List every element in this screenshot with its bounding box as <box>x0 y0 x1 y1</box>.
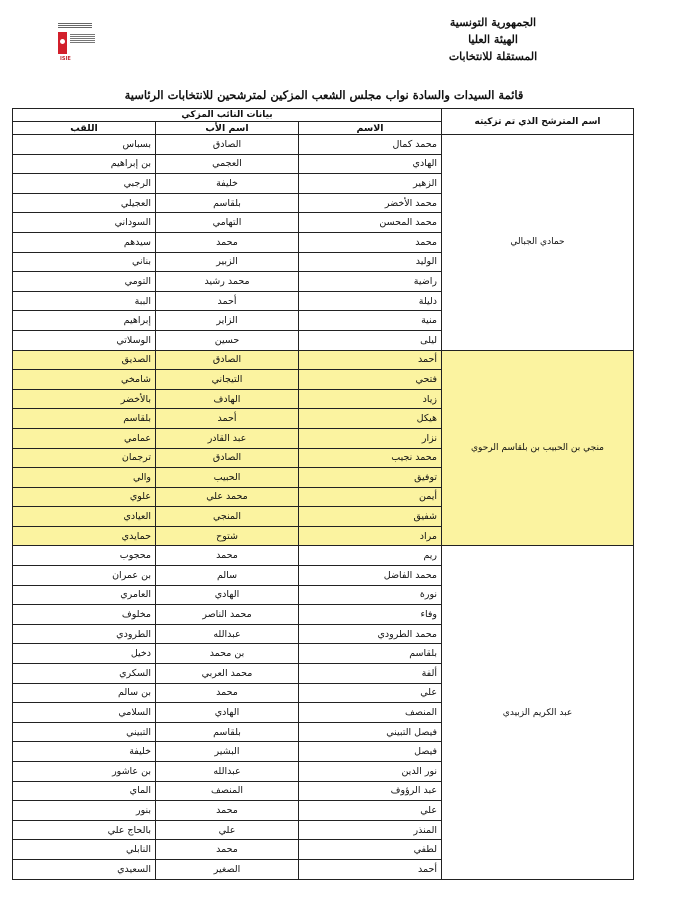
deputy-father-name: الصغير <box>156 859 299 879</box>
deputy-father-name: سالم <box>156 566 299 586</box>
deputy-last-name: السكري <box>13 664 156 684</box>
deputy-name: محمد الطرودي <box>299 624 442 644</box>
header-line-3: المستقلة للانتخابات <box>448 50 538 63</box>
deputy-last-name: ترجمان <box>13 448 156 468</box>
deputy-name: فيصل التبيني <box>299 722 442 742</box>
table-row <box>13 350 634 370</box>
deputy-name: محمد المحسن <box>299 213 442 233</box>
deputy-last-name: السعيدي <box>13 859 156 879</box>
deputy-name: نور الدين <box>299 762 442 782</box>
deputy-name: الزهير <box>299 174 442 194</box>
col-header-group: بيانات النائب المزكي <box>13 109 442 122</box>
deputy-name: زياد <box>299 389 442 409</box>
deputy-name: علي <box>299 683 442 703</box>
deputy-father-name: محمد <box>156 683 299 703</box>
deputy-last-name: بن سالم <box>13 683 156 703</box>
deputy-name: شفيق <box>299 507 442 527</box>
deputy-name: المنذر <box>299 820 442 840</box>
deputy-father-name: خليفة <box>156 174 299 194</box>
deputy-father-name: أحمد <box>156 409 299 429</box>
deputy-father-name: البشير <box>156 742 299 762</box>
deputy-name: توفيق <box>299 468 442 488</box>
deputy-last-name: العيادي <box>13 507 156 527</box>
deputy-last-name: شامخي <box>13 370 156 390</box>
deputy-last-name: النابلي <box>13 840 156 860</box>
deputy-father-name: الهادي <box>156 585 299 605</box>
isie-logo <box>56 22 96 60</box>
tunisia-flag-icon <box>58 32 67 54</box>
deputy-name: محمد الأخضر <box>299 193 442 213</box>
deputy-name: بلقاسم <box>299 644 442 664</box>
deputy-father-name: محمد <box>156 840 299 860</box>
deputy-father-name: الهادف <box>156 389 299 409</box>
document-title: قائمة السيدات والسادة نواب مجلس الشعب المزكين لمترشحين للانتخابات الرئاسية <box>124 88 524 102</box>
deputy-name: محمد كمال <box>299 135 442 155</box>
deputy-name: ألفة <box>299 664 442 684</box>
deputy-name: عبد الرؤوف <box>299 781 442 801</box>
deputy-father-name: المنصف <box>156 781 299 801</box>
deputy-father-name: عبد القادر <box>156 428 299 448</box>
deputy-name: المنصف <box>299 703 442 723</box>
deputy-last-name: الطرودي <box>13 624 156 644</box>
deputy-name: مراد <box>299 526 442 546</box>
deputy-father-name: عبدالله <box>156 624 299 644</box>
deputy-last-name: دخيل <box>13 644 156 664</box>
deputy-last-name: العامري <box>13 585 156 605</box>
deputy-name: نزار <box>299 428 442 448</box>
institution-header <box>408 14 578 65</box>
deputy-name: فتحي <box>299 370 442 390</box>
candidate-cell: حمادي الجبالي <box>442 135 634 351</box>
deputy-last-name: مخلوف <box>13 605 156 625</box>
deputy-father-name: الهادي <box>156 703 299 723</box>
deputy-father-name: المنجي <box>156 507 299 527</box>
deputy-father-name: الزاير <box>156 311 299 331</box>
deputy-last-name: الببة <box>13 291 156 311</box>
deputy-last-name: والي <box>13 468 156 488</box>
deputy-last-name: التومي <box>13 272 156 292</box>
deputy-name: أحمد <box>299 859 442 879</box>
deputy-last-name: الرجبي <box>13 174 156 194</box>
deputy-name: وفاء <box>299 605 442 625</box>
deputy-father-name: الزبير <box>156 252 299 272</box>
deputy-father-name: شتوح <box>156 526 299 546</box>
deputy-name: محمد <box>299 232 442 252</box>
deputy-last-name: بالأخضر <box>13 389 156 409</box>
deputy-name: فيصل <box>299 742 442 762</box>
deputy-last-name: بن إبراهيم <box>13 154 156 174</box>
deputy-father-name: الصادق <box>156 448 299 468</box>
deputy-father-name: الحبيب <box>156 468 299 488</box>
deputy-last-name: علوي <box>13 487 156 507</box>
candidate-cell: عبد الكريم الزبيدي <box>442 546 634 879</box>
deputy-father-name: حسين <box>156 330 299 350</box>
deputy-father-name: محمد <box>156 232 299 252</box>
deputy-father-name: محمد <box>156 546 299 566</box>
deputy-father-name: محمد <box>156 801 299 821</box>
deputy-last-name: خليفة <box>13 742 156 762</box>
header-line-2: الهيئة العليا <box>468 33 518 46</box>
deputy-last-name: حمايدي <box>13 526 156 546</box>
deputy-last-name: بنور <box>13 801 156 821</box>
deputy-father-name: التيجاني <box>156 370 299 390</box>
deputy-name: محمد نجيب <box>299 448 442 468</box>
deputy-name: هيكل <box>299 409 442 429</box>
deputy-name: ريم <box>299 546 442 566</box>
col-header-last: اللقب <box>13 122 156 135</box>
deputy-father-name: العجمي <box>156 154 299 174</box>
deputy-name: أيمن <box>299 487 442 507</box>
deputy-last-name: محجوب <box>13 546 156 566</box>
col-header-candidate: اسم المترشح الذي تم تزكيته <box>442 109 634 135</box>
col-header-name: الاسم <box>299 122 442 135</box>
col-header-father: اسم الأب <box>156 122 299 135</box>
logo-brand: ISIE <box>60 56 71 62</box>
endorsements-table <box>12 108 634 880</box>
deputy-father-name: علي <box>156 820 299 840</box>
deputy-last-name: بسباس <box>13 135 156 155</box>
deputy-father-name: التهامي <box>156 213 299 233</box>
deputy-last-name: الوسلاتي <box>13 330 156 350</box>
deputy-name: ليلى <box>299 330 442 350</box>
deputy-name: الهادي <box>299 154 442 174</box>
table-body <box>13 135 634 880</box>
deputy-last-name: السوداني <box>13 213 156 233</box>
deputy-name: دليلة <box>299 291 442 311</box>
deputy-name: محمد الفاضل <box>299 566 442 586</box>
deputy-last-name: العجيلي <box>13 193 156 213</box>
deputy-last-name: بالحاج علي <box>13 820 156 840</box>
deputy-last-name: عمامي <box>13 428 156 448</box>
table-row <box>13 135 634 155</box>
header-line-1: الجمهورية التونسية <box>449 16 537 29</box>
deputy-name: أحمد <box>299 350 442 370</box>
deputy-name: لطفي <box>299 840 442 860</box>
deputy-last-name: السلامي <box>13 703 156 723</box>
deputy-father-name: الصادق <box>156 135 299 155</box>
deputy-last-name: بلقاسم <box>13 409 156 429</box>
table-row <box>13 546 634 566</box>
deputy-name: منية <box>299 311 442 331</box>
deputy-last-name: بن عمران <box>13 566 156 586</box>
deputy-father-name: بن محمد <box>156 644 299 664</box>
deputy-name: الوليد <box>299 252 442 272</box>
deputy-name: راضية <box>299 272 442 292</box>
deputy-last-name: الماي <box>13 781 156 801</box>
deputy-name: علي <box>299 801 442 821</box>
deputy-last-name: سيدهم <box>13 232 156 252</box>
deputy-last-name: التبيني <box>13 722 156 742</box>
deputy-father-name: الصادق <box>156 350 299 370</box>
deputy-father-name: محمد الناصر <box>156 605 299 625</box>
deputy-father-name: عبدالله <box>156 762 299 782</box>
deputy-last-name: الصديق <box>13 350 156 370</box>
deputy-father-name: محمد علي <box>156 487 299 507</box>
deputy-father-name: أحمد <box>156 291 299 311</box>
deputy-father-name: بلقاسم <box>156 722 299 742</box>
candidate-cell: منجي بن الحبيب بن بلقاسم الرحوي <box>442 350 634 546</box>
deputy-last-name: بن عاشور <box>13 762 156 782</box>
deputy-last-name: إبراهيم <box>13 311 156 331</box>
deputy-father-name: بلقاسم <box>156 193 299 213</box>
deputy-last-name: بناني <box>13 252 156 272</box>
deputy-name: نورة <box>299 585 442 605</box>
deputy-father-name: محمد العربي <box>156 664 299 684</box>
deputy-father-name: محمد رشيد <box>156 272 299 292</box>
